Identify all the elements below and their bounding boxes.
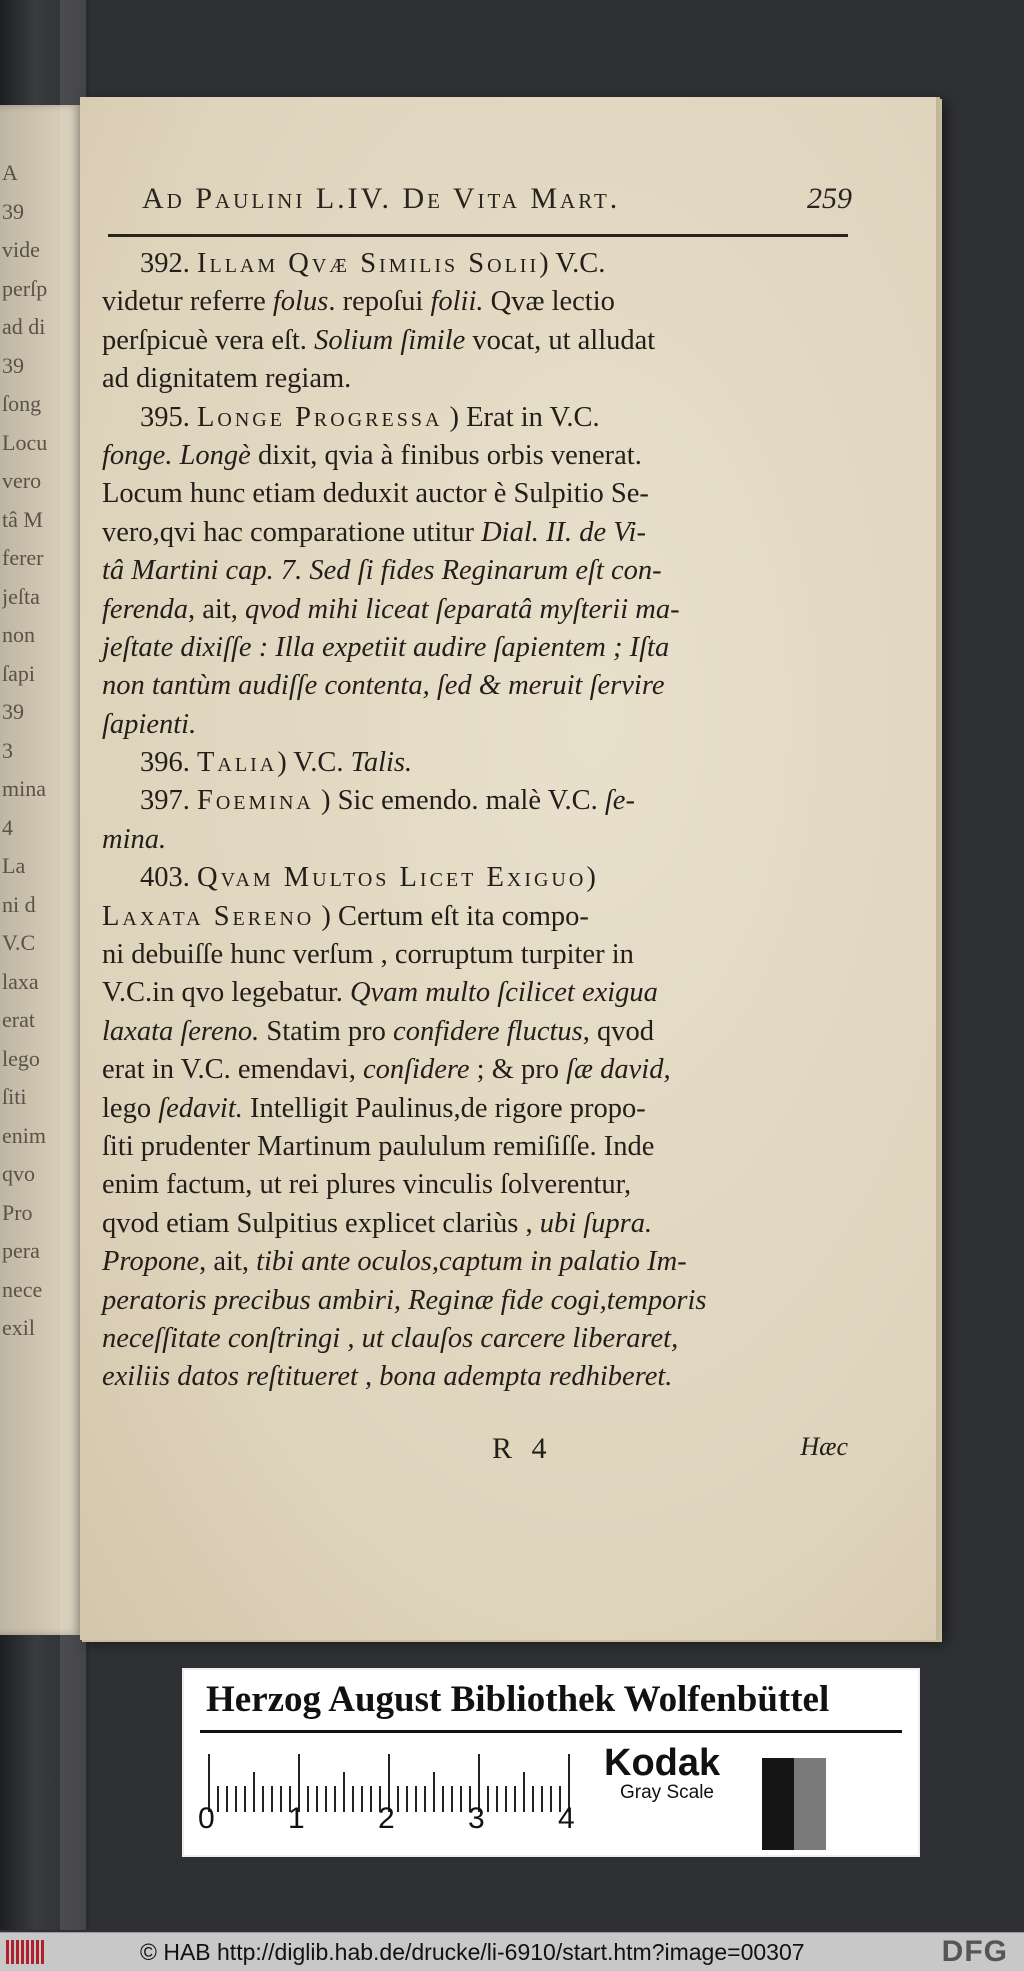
previous-page-fragment: perſp: [2, 275, 48, 301]
text-run: qvod mihi liceat ſeparatâ myſterii ma-: [245, 593, 680, 625]
text-run: neceſſitate conſtringi , ut clauſos carcere liberaret,: [102, 1322, 679, 1354]
ruler-label: 2: [378, 1802, 395, 1835]
text-run: videtur referre: [102, 286, 273, 318]
text-line: [102, 1205, 852, 1243]
text-line: [102, 1243, 852, 1281]
text-run: folus: [272, 286, 329, 318]
previous-page-fragment: Locu: [2, 429, 48, 455]
previous-page-fragment: ſiti: [2, 1084, 27, 1109]
text-run: lego: [102, 1092, 159, 1124]
text-run: . repoſui: [328, 286, 431, 318]
book-page: [80, 97, 940, 1640]
text-run: V.C.in qvo legebatur.: [102, 977, 351, 1009]
text-run: tibi ante oculos,captum in palatio Im-: [256, 1246, 687, 1278]
previous-page-fragment: ferer: [2, 545, 44, 570]
text-run: confidere fluctus: [393, 1015, 583, 1047]
text-line: [102, 475, 852, 513]
text-run: , ait,: [199, 1246, 257, 1278]
text-line: [102, 782, 852, 820]
text-run: Locum hunc etiam deduxit auctor è Sulpitio Se-: [102, 478, 649, 510]
text-run: [172, 440, 179, 471]
previous-page-fragment: ad di: [2, 314, 46, 339]
text-line: [102, 821, 852, 859]
text-run: exiliis datos reſtitueret , bona adempta redhiberet.: [102, 1361, 673, 1393]
text-line: [102, 283, 852, 321]
footer-credit: © HAB http://diglib.hab.de/drucke/li-6910/start.htm?image=00307: [140, 1939, 805, 1965]
text-run: ) V.C.: [277, 747, 351, 779]
previous-page-fragment: exil: [2, 1315, 35, 1340]
text-line: [102, 744, 852, 782]
previous-page-fragment: La: [2, 853, 26, 878]
text-line: [102, 1013, 852, 1051]
text-run: enim factum, ut rei plures vinculis ſolverentur,: [102, 1169, 632, 1201]
text-run: ad dignitatem regiam.: [102, 363, 352, 395]
text-run: Laxata Sereno: [102, 900, 315, 932]
gray-patches: [762, 1758, 858, 1850]
text-run: qvod etiam Sulpitius explicet clariùs ,: [102, 1207, 540, 1239]
ruler-label: 3: [468, 1802, 485, 1835]
text-run: ubi ſupra.: [539, 1207, 653, 1239]
previous-page-fragment: V.C: [2, 930, 36, 955]
text-run: ) Sic emendo. malè V.C.: [313, 785, 605, 817]
text-run: Longe Progressa: [197, 401, 443, 433]
text-run: 397.: [140, 785, 197, 817]
text-run: folii.: [430, 286, 484, 318]
text-run: ni debuiſſe hunc verſum , corruptum turpiter in: [102, 939, 634, 971]
text-line: [102, 936, 852, 974]
text-line: [102, 514, 852, 552]
text-run: ſapienti.: [102, 708, 197, 740]
text-run: Statim pro: [259, 1015, 394, 1047]
kodak-logo: Kodak: [604, 1742, 721, 1784]
viewer-footer: [0, 1932, 1024, 1971]
text-line: [102, 706, 852, 744]
catchword: Hæc: [800, 1432, 848, 1461]
dfg-logo: DFG: [941, 1935, 1008, 1968]
text-run: , qvod: [582, 1015, 654, 1047]
color-target-card: [184, 1670, 918, 1855]
previous-page-fragment: pera: [2, 1238, 40, 1263]
text-line: [102, 1090, 852, 1128]
text-run: Propone: [102, 1246, 200, 1278]
text-line: [102, 898, 852, 936]
ruler-label: 4: [558, 1802, 575, 1835]
previous-page-fragment: Pro: [2, 1199, 33, 1225]
text-run: ): [586, 862, 596, 894]
text-line: [102, 667, 852, 705]
text-run: Qvam Multos Licet Exiguo: [197, 862, 587, 894]
previous-page-fragment: enim: [2, 1122, 46, 1148]
previous-page-fragment: 3: [2, 737, 13, 763]
previous-page-fragment: qvo: [2, 1161, 35, 1186]
text-line: [102, 1051, 852, 1089]
text-run: Longè: [179, 439, 251, 471]
gray-patch: [762, 1758, 794, 1850]
gray-patch: [826, 1758, 858, 1850]
text-run: 396.: [140, 747, 197, 779]
text-line: [102, 1282, 852, 1320]
text-run: Talia: [197, 747, 278, 779]
text-run: vero,qvi hac comparatione utitur: [102, 516, 482, 548]
previous-page-fragment: tâ M: [2, 506, 43, 532]
text-run: fonge.: [102, 439, 173, 471]
head-rule: [108, 234, 848, 237]
text-run: Solium ſimile: [314, 324, 466, 356]
signature-line: [102, 1432, 852, 1472]
previous-page-fragment: vero: [2, 468, 42, 493]
text-line: [102, 399, 852, 437]
page-number: 259: [807, 182, 852, 215]
text-line: [102, 245, 852, 283]
text-run: ) Erat in V.C.: [442, 401, 600, 433]
ruler-labels: [198, 1802, 618, 1842]
library-name: Herzog August Bibliothek Wolfenbüttel: [206, 1679, 830, 1720]
signature-mark: R 4: [492, 1432, 553, 1465]
previous-page-fragment: nece: [2, 1276, 43, 1302]
text-run: ) V.C.: [539, 248, 606, 279]
text-line: [102, 974, 852, 1012]
text-line: [102, 360, 852, 398]
text-line: [102, 629, 852, 667]
text-line: [102, 1320, 852, 1358]
text-line: [102, 1128, 852, 1166]
text-run: ſe-: [604, 785, 635, 817]
previous-page-fragment: ni d: [2, 891, 36, 917]
previous-page-fragment: 39: [2, 352, 24, 378]
text-run: tâ Martini cap. 7. Sed ſi fides Reginarum eſt con-: [102, 555, 662, 587]
previous-page-fragment: 39: [2, 699, 24, 724]
previous-page-fragment: erat: [2, 1007, 35, 1032]
text-line: [102, 437, 852, 475]
gray-patch: [794, 1758, 826, 1850]
text-run: non tantùm audiſſe contenta, ſed & meruit ſervire: [102, 670, 665, 702]
hab-logo-icon: [6, 1940, 46, 1964]
text-run: 403.: [140, 862, 197, 894]
text-run: ſedavit.: [158, 1092, 243, 1124]
text-run: Dial. II. de Vi-: [481, 516, 646, 548]
page-body-text: [102, 245, 852, 1397]
text-run: Illam Qvæ Similis Solii: [197, 248, 540, 279]
text-run: mina.: [102, 823, 167, 855]
previous-page-fragment: vide: [2, 237, 40, 262]
previous-page-fragment: ſong: [2, 391, 42, 416]
gray-scale-label: Gray Scale: [620, 1782, 714, 1803]
previous-page-fragment: A: [2, 160, 18, 185]
text-run: dixit, qvia à finibus orbis venerat.: [250, 439, 642, 471]
running-head: [142, 182, 852, 216]
text-run: peratoris precibus ambiri, Reginæ fide cogi,temporis: [102, 1284, 707, 1316]
text-run: vocat, ut alludat: [465, 324, 656, 356]
previous-page-fragment: mina: [2, 776, 46, 801]
text-line: [102, 591, 852, 629]
text-run: Qvæ lectio: [483, 286, 615, 318]
previous-page-fragment: jeſta: [2, 583, 40, 609]
text-run: conſidere: [362, 1054, 470, 1086]
text-line: [102, 322, 852, 360]
text-run: Talis.: [350, 747, 413, 779]
text-run: ſiti prudenter Martinum paululum remiſiſſe. Inde: [102, 1130, 655, 1162]
text-run: Foemina: [197, 785, 314, 817]
text-run: jeſtate dixiſſe : Illa expetiit audire ſapientem ; Iſta: [102, 631, 670, 663]
previous-page-fragment: ſapi: [2, 660, 35, 686]
text-line: [102, 1166, 852, 1204]
text-run: ; & pro: [469, 1054, 567, 1086]
previous-page-fragment: laxa: [2, 968, 39, 994]
text-run: erat in V.C. emendavi,: [102, 1054, 363, 1086]
text-run: 395.: [140, 401, 197, 433]
text-line: [102, 1358, 852, 1396]
card-rule: [200, 1730, 902, 1733]
ruler-label: 1: [288, 1802, 305, 1835]
text-run: ) Certum eſt ita compo-: [314, 900, 589, 932]
text-run: laxata ſereno.: [102, 1015, 260, 1047]
text-run: Qvam multo ſcilicet exigua: [350, 977, 658, 1009]
text-line: [102, 552, 852, 590]
previous-page-fragment: 4: [2, 814, 13, 840]
text-line: [102, 859, 852, 897]
text-run: Intelligit Paulinus,de rigore propo-: [242, 1092, 646, 1124]
running-head-title: Ad Paulini L.IV. De Vita Mart.: [142, 182, 621, 215]
text-run: ferenda: [102, 593, 189, 625]
previous-page-fragment: lego: [2, 1045, 40, 1071]
ruler-label: 0: [198, 1802, 215, 1835]
previous-page-fragment: non: [2, 622, 35, 647]
text-run: ſæ david,: [566, 1054, 671, 1086]
text-run: 392.: [140, 248, 197, 279]
text-run: perſpicuè vera eſt.: [102, 324, 315, 356]
previous-page-fragment: 39: [2, 198, 24, 224]
text-run: , ait,: [188, 593, 246, 625]
